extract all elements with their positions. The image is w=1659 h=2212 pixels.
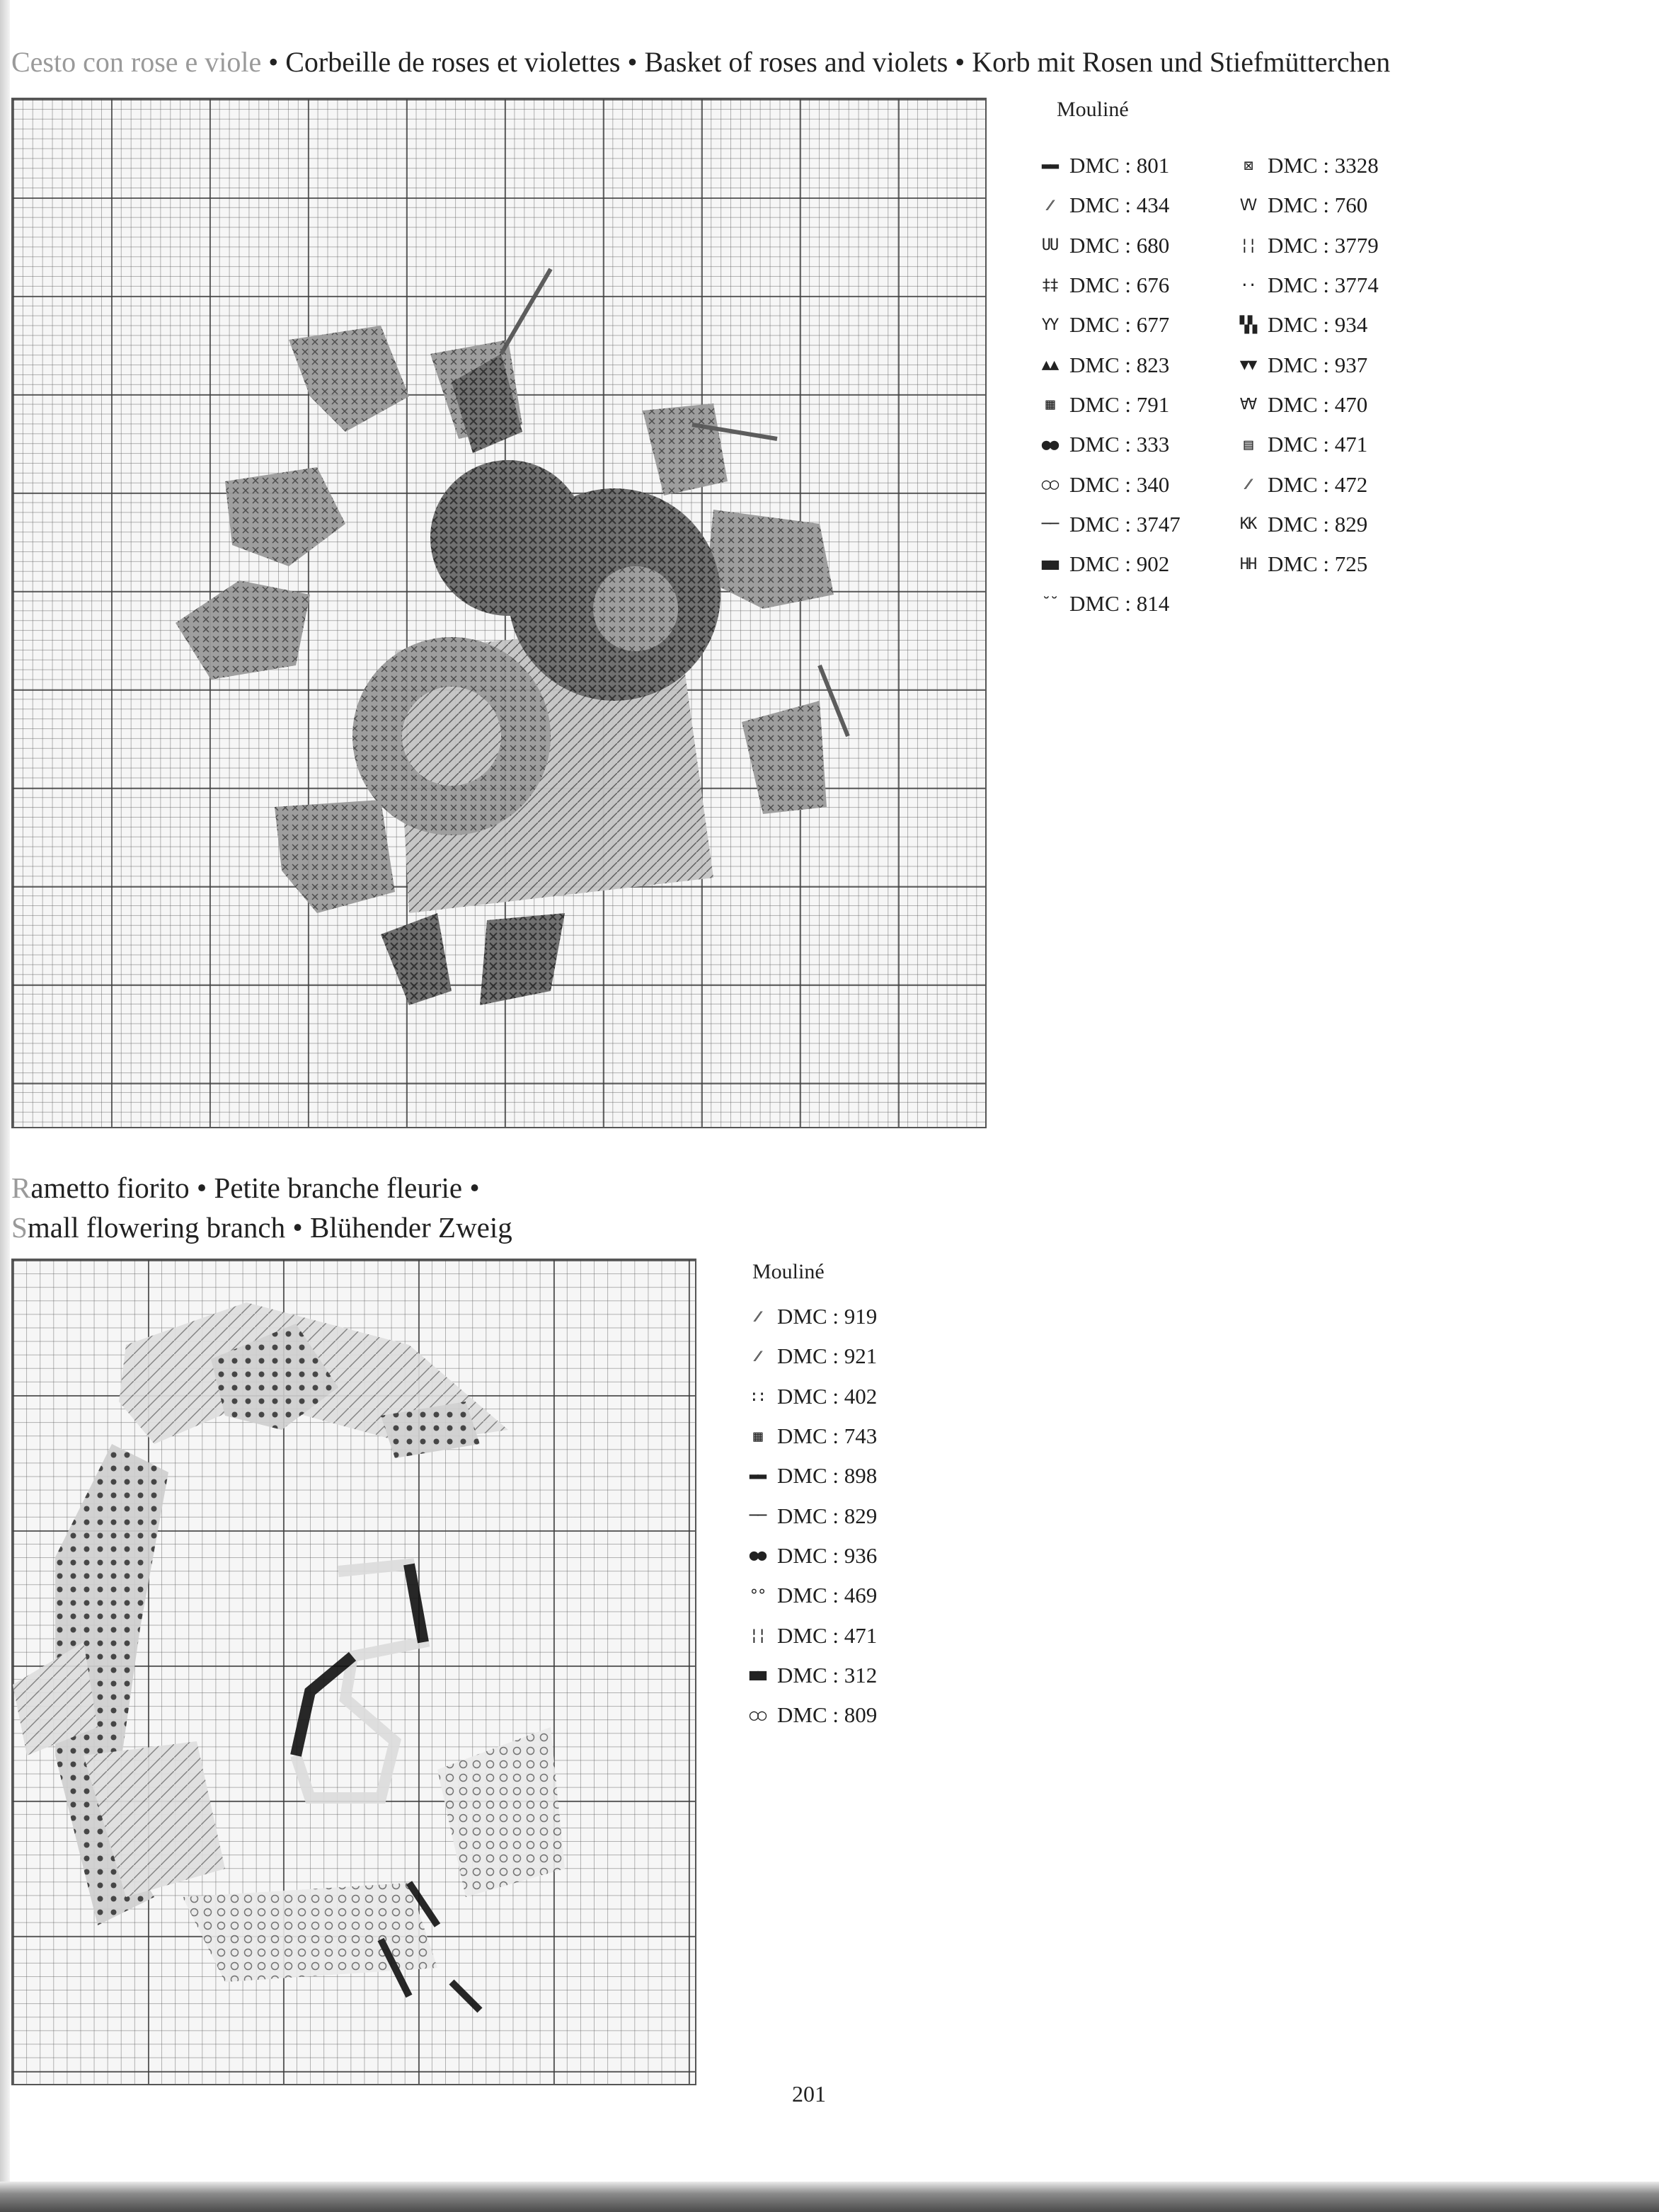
cross-stitch-chart-branch	[11, 1259, 696, 2085]
legend-label: DMC : 809	[777, 1702, 878, 1728]
stitch-symbol-icon: ▲▲	[1041, 356, 1058, 374]
legend-label: DMC : 725	[1268, 551, 1368, 577]
legend-1-left-column	[1037, 146, 1181, 624]
legend-label: DMC : 472	[1268, 471, 1368, 497]
legend-label: DMC : 743	[777, 1423, 878, 1449]
pattern-title-flowering-branch	[11, 1168, 512, 1247]
legend-label: DMC : 936	[777, 1542, 878, 1568]
legend-label: DMC : 898	[777, 1463, 878, 1489]
legend-label: DMC : 340	[1069, 471, 1170, 497]
legend-label: DMC : 814	[1069, 591, 1170, 617]
legend-item	[745, 1656, 877, 1695]
basket-roses-motif	[13, 99, 985, 1127]
title-line-1	[11, 1168, 512, 1208]
title-main-part: • Corbeille de roses et violettes • Basket of roses and violets • Korb mit Rosen und Stiefmütterchen	[261, 46, 1391, 78]
stitch-symbol-icon: ▬▬	[749, 1467, 766, 1485]
legend-label: DMC : 921	[777, 1343, 878, 1369]
cross-stitch-chart-basket	[11, 98, 987, 1128]
legend-label: DMC : 676	[1069, 273, 1170, 298]
legend-label: DMC : 3774	[1268, 273, 1379, 298]
legend-item	[1235, 544, 1379, 584]
legend-item	[745, 1576, 877, 1615]
stitch-symbol-icon: ··	[1239, 276, 1256, 294]
legend-label: DMC : 937	[1268, 352, 1368, 377]
legend-label: DMC : 469	[777, 1583, 878, 1608]
stitch-symbol-icon: ──	[749, 1507, 766, 1525]
stitch-symbol-icon: ⊠	[1244, 156, 1252, 175]
legend-label: DMC : 3779	[1268, 232, 1379, 258]
legend-item	[1037, 265, 1181, 305]
legend-item	[1235, 265, 1379, 305]
title-faded-initial: R	[11, 1171, 31, 1204]
legend-label: DMC : 434	[1069, 193, 1170, 218]
legend-item	[1235, 464, 1379, 504]
title-faded-part: Cesto con rose e viole	[11, 46, 262, 78]
legend-label: DMC : 829	[777, 1503, 878, 1528]
stitch-symbol-icon: VV	[1239, 196, 1256, 214]
legend-item	[1235, 425, 1379, 464]
legend-heading-1: Mouliné	[1057, 98, 1129, 121]
stitch-symbol-icon: ●●	[749, 1547, 766, 1565]
stitch-symbol-icon: ▤	[1244, 435, 1252, 454]
stitch-symbol-icon: ‡‡	[1041, 276, 1058, 294]
title-faded-initial: S	[11, 1211, 28, 1244]
legend-item	[1037, 425, 1181, 464]
legend-label: DMC : 3328	[1268, 153, 1379, 178]
legend-item	[745, 1336, 877, 1376]
legend-item	[1037, 146, 1181, 185]
legend-item	[1235, 146, 1379, 185]
legend-item	[1235, 185, 1379, 225]
legend-label: DMC : 677	[1069, 312, 1170, 338]
legend-item	[1037, 185, 1181, 225]
stitch-symbol-icon: KK	[1239, 515, 1256, 534]
stitch-symbol-icon: °°	[749, 1586, 766, 1605]
scan-bottom-shadow	[0, 2182, 1659, 2212]
legend-item	[745, 1416, 877, 1456]
flowering-branch-motif	[13, 1260, 695, 2084]
legend-label: DMC : 470	[1268, 391, 1368, 417]
legend-item	[745, 1536, 877, 1576]
legend-label: DMC : 312	[777, 1662, 878, 1687]
legend-2-column	[745, 1297, 877, 1735]
legend-label: DMC : 801	[1069, 153, 1170, 178]
legend-label: DMC : 823	[1069, 352, 1170, 377]
legend-label: DMC : 902	[1069, 551, 1170, 577]
stitch-symbol-icon: ▬▬	[1041, 156, 1058, 175]
legend-item	[745, 1456, 877, 1496]
legend-item	[745, 1615, 877, 1655]
stitch-symbol-icon: ⁄⁄	[1048, 196, 1051, 214]
legend-item	[1037, 544, 1181, 584]
legend-item	[1037, 305, 1181, 345]
stitch-symbol-icon: ⁄⁄	[1246, 476, 1249, 494]
legend-item	[1037, 584, 1181, 624]
stitch-symbol-icon: UU	[1041, 236, 1058, 255]
legend-label: DMC : 919	[777, 1304, 878, 1329]
legend-label: DMC : 471	[1268, 432, 1368, 457]
stitch-symbol-icon: ::	[749, 1387, 766, 1406]
stitch-symbol-icon: ■■	[1041, 555, 1058, 573]
legend-item	[745, 1695, 877, 1735]
legend-label: DMC : 3747	[1069, 511, 1181, 537]
stitch-symbol-icon: ○○	[749, 1706, 766, 1724]
stitch-symbol-icon: ○○	[1041, 476, 1058, 494]
stitch-symbol-icon: ⁄⁄	[756, 1307, 759, 1326]
stitch-symbol-icon: ▦	[753, 1427, 762, 1445]
legend-heading-2: Mouliné	[752, 1260, 825, 1283]
legend-label: DMC : 333	[1069, 432, 1170, 457]
stitch-symbol-icon: YY	[1041, 316, 1058, 334]
title-line-2-text: mall flowering branch • Blühender Zweig	[27, 1211, 512, 1244]
legend-label: DMC : 791	[1069, 391, 1170, 417]
legend-item	[745, 1297, 877, 1336]
legend-label: DMC : 471	[777, 1622, 878, 1648]
title-line-2	[11, 1208, 512, 1247]
stitch-symbol-icon: ●●	[1041, 435, 1058, 454]
stitch-symbol-icon: ▦	[1045, 396, 1054, 414]
stitch-symbol-icon: ⁄⁄	[756, 1347, 759, 1365]
legend-item	[1037, 226, 1181, 265]
legend-item	[1037, 345, 1181, 384]
legend-label: DMC : 680	[1069, 232, 1170, 258]
legend-item	[745, 1496, 877, 1535]
stitch-symbol-icon: ──	[1041, 515, 1058, 534]
legend-1-right-column	[1235, 146, 1379, 584]
legend-label: DMC : 934	[1268, 312, 1368, 338]
title-line-1-text: ametto fiorito • Petite branche fleurie •	[30, 1171, 480, 1204]
stitch-symbol-icon: ∀∀	[1239, 396, 1256, 414]
stitch-symbol-icon: HH	[1239, 555, 1256, 573]
stitch-symbol-icon: ■■	[749, 1666, 766, 1685]
scan-edge-shadow	[0, 0, 10, 2212]
legend-item	[1235, 345, 1379, 384]
page-number: 201	[792, 2081, 826, 2107]
legend-item	[1037, 385, 1181, 425]
legend-item	[1235, 305, 1379, 345]
legend-item	[1235, 226, 1379, 265]
stitch-symbol-icon: ˘˘	[1041, 595, 1058, 613]
stitch-symbol-icon: ▚▚	[1239, 316, 1256, 334]
legend-item	[1037, 464, 1181, 504]
legend-item	[1037, 505, 1181, 544]
legend-item	[745, 1377, 877, 1416]
stitch-symbol-icon: ▼▼	[1239, 356, 1256, 374]
legend-item	[1235, 505, 1379, 544]
stitch-symbol-icon: ¦¦	[749, 1627, 766, 1645]
pattern-title-basket-of-roses	[11, 45, 1390, 79]
legend-label: DMC : 829	[1268, 511, 1368, 537]
legend-label: DMC : 402	[777, 1383, 878, 1409]
stitch-symbol-icon: ¦¦	[1239, 236, 1256, 255]
legend-label: DMC : 760	[1268, 193, 1368, 218]
legend-item	[1235, 385, 1379, 425]
